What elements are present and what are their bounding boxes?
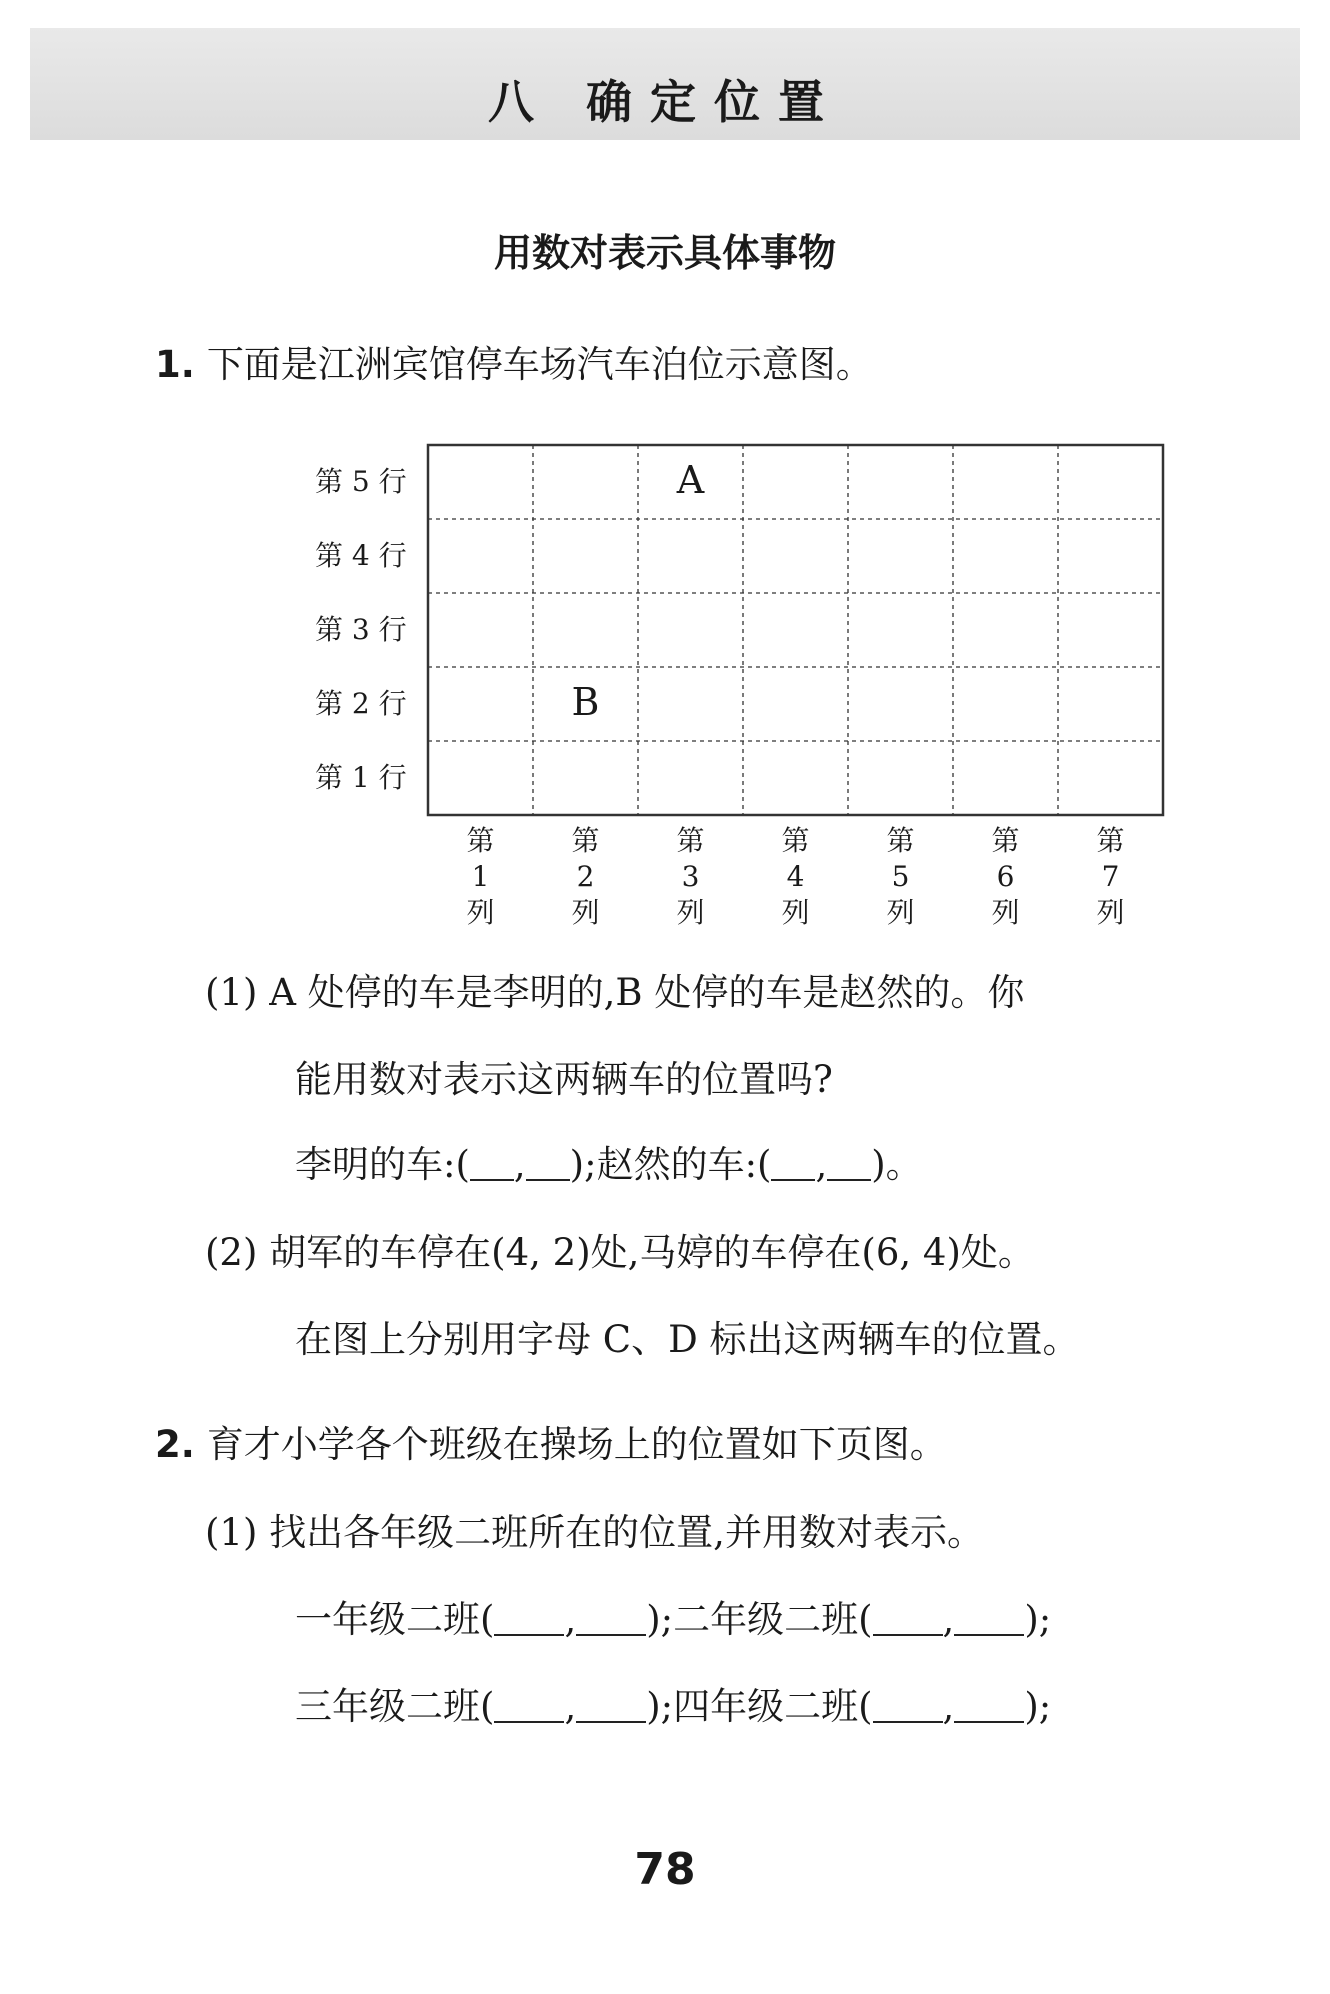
grade-label: 一年级二班( bbox=[295, 1598, 495, 1641]
question-text: 下面是江洲宾馆停车场汽车泊位示意图。 bbox=[206, 343, 873, 386]
sub-label: (1) bbox=[205, 1511, 258, 1554]
row-label: 第 5 行 bbox=[315, 465, 407, 498]
column-label-part: 第 bbox=[1096, 824, 1125, 857]
section-title: 用数对表示具体事物 bbox=[493, 231, 836, 275]
answer-blank[interactable] bbox=[873, 1600, 943, 1636]
column-label-part: 列 bbox=[571, 896, 600, 929]
answer-blank[interactable] bbox=[954, 1687, 1024, 1723]
column-label bbox=[881, 823, 921, 931]
answer-prefix-a: 李明的车:( bbox=[295, 1143, 470, 1186]
close-paren: ); bbox=[1024, 1598, 1052, 1641]
column-label bbox=[566, 823, 606, 931]
column-label-part: 列 bbox=[991, 896, 1020, 929]
q1-sub1-line1 bbox=[205, 968, 1024, 1018]
column-label-part: 列 bbox=[1096, 896, 1125, 929]
column-label-part: 6 bbox=[996, 860, 1015, 893]
chapter-title: 八 确定位置 bbox=[487, 75, 842, 129]
column-label bbox=[671, 823, 711, 931]
row-label: 第 4 行 bbox=[315, 539, 407, 572]
grade-label: 四年级二班( bbox=[673, 1685, 873, 1728]
page-number: 78 bbox=[634, 1844, 696, 1895]
question-number: 1. bbox=[155, 343, 195, 386]
q1-sub1-answer-line bbox=[295, 1140, 923, 1190]
car-marker: A bbox=[676, 458, 705, 502]
comma: , bbox=[942, 1598, 955, 1641]
column-label-part: 第 bbox=[781, 824, 810, 857]
q2-sub1-line1 bbox=[205, 1508, 984, 1558]
column-label-part: 第 bbox=[466, 824, 495, 857]
column-label-part: 第 bbox=[571, 824, 600, 857]
answer-blank[interactable] bbox=[771, 1145, 815, 1181]
answer-suffix-a: ); bbox=[569, 1143, 597, 1186]
comma: , bbox=[513, 1143, 526, 1186]
q2-answer-line-1 bbox=[295, 1595, 1051, 1645]
comma: , bbox=[564, 1598, 577, 1641]
column-label bbox=[1091, 823, 1131, 931]
answer-blank[interactable] bbox=[494, 1687, 564, 1723]
column-label-part: 5 bbox=[891, 860, 910, 893]
answer-blank[interactable] bbox=[954, 1600, 1024, 1636]
question-2-stem bbox=[155, 1420, 947, 1470]
column-label-part: 4 bbox=[786, 860, 805, 893]
sub-text: 找出各年级二班所在的位置,并用数对表示。 bbox=[269, 1511, 984, 1554]
answer-blank[interactable] bbox=[827, 1145, 871, 1181]
column-label-part: 7 bbox=[1101, 860, 1120, 893]
question-number: 2. bbox=[155, 1423, 195, 1466]
column-label-part: 列 bbox=[781, 896, 810, 929]
sub-text: 胡军的车停在(4, 2)处,马婷的车停在(6, 4)处。 bbox=[269, 1231, 1035, 1274]
close-paren: ); bbox=[646, 1598, 674, 1641]
grade-label: 二年级二班( bbox=[673, 1598, 873, 1641]
answer-prefix-b: 赵然的车:( bbox=[596, 1143, 772, 1186]
sub-text: A 处停的车是李明的,B 处停的车是赵然的。你 bbox=[269, 971, 1025, 1014]
column-label-part: 3 bbox=[681, 860, 700, 893]
row-label: 第 3 行 bbox=[315, 613, 407, 646]
row-label: 第 1 行 bbox=[315, 761, 407, 794]
answer-blank[interactable] bbox=[494, 1600, 564, 1636]
answer-blank[interactable] bbox=[576, 1600, 646, 1636]
q1-sub1-line2: 能用数对表示这两辆车的位置吗? bbox=[295, 1058, 833, 1101]
row-label: 第 2 行 bbox=[315, 687, 407, 720]
answer-blank[interactable] bbox=[470, 1145, 514, 1181]
answer-suffix-b: )。 bbox=[871, 1143, 923, 1186]
column-label bbox=[986, 823, 1026, 931]
column-label-part: 第 bbox=[991, 824, 1020, 857]
q1-sub2-line1 bbox=[205, 1228, 1035, 1278]
column-label-part: 2 bbox=[576, 860, 595, 893]
parking-grid bbox=[300, 430, 1180, 950]
column-label-part: 列 bbox=[466, 896, 495, 929]
parking-grid-lines bbox=[300, 430, 1180, 950]
sub-label: (1) bbox=[205, 971, 258, 1014]
column-label-part: 1 bbox=[471, 860, 490, 893]
car-marker: B bbox=[571, 680, 600, 724]
comma: , bbox=[564, 1685, 577, 1728]
column-label-part: 第 bbox=[886, 824, 915, 857]
sub-label: (2) bbox=[205, 1231, 258, 1274]
comma: , bbox=[815, 1143, 828, 1186]
q2-answer-line-2 bbox=[295, 1682, 1051, 1732]
grid-border bbox=[428, 445, 1163, 815]
answer-blank[interactable] bbox=[576, 1687, 646, 1723]
answer-blank[interactable] bbox=[526, 1145, 570, 1181]
question-text: 育才小学各个班级在操场上的位置如下页图。 bbox=[206, 1423, 947, 1466]
column-label bbox=[776, 823, 816, 931]
comma: , bbox=[942, 1685, 955, 1728]
question-1-stem bbox=[155, 340, 873, 390]
close-paren: ); bbox=[1024, 1685, 1052, 1728]
column-label bbox=[461, 823, 501, 931]
grade-label: 三年级二班( bbox=[295, 1685, 495, 1728]
answer-blank[interactable] bbox=[873, 1687, 943, 1723]
column-label-part: 列 bbox=[676, 896, 705, 929]
q1-sub2-line2: 在图上分别用字母 C、D 标出这两辆车的位置。 bbox=[295, 1318, 1080, 1361]
close-paren: ); bbox=[646, 1685, 674, 1728]
column-label-part: 列 bbox=[886, 896, 915, 929]
column-label-part: 第 bbox=[676, 824, 705, 857]
